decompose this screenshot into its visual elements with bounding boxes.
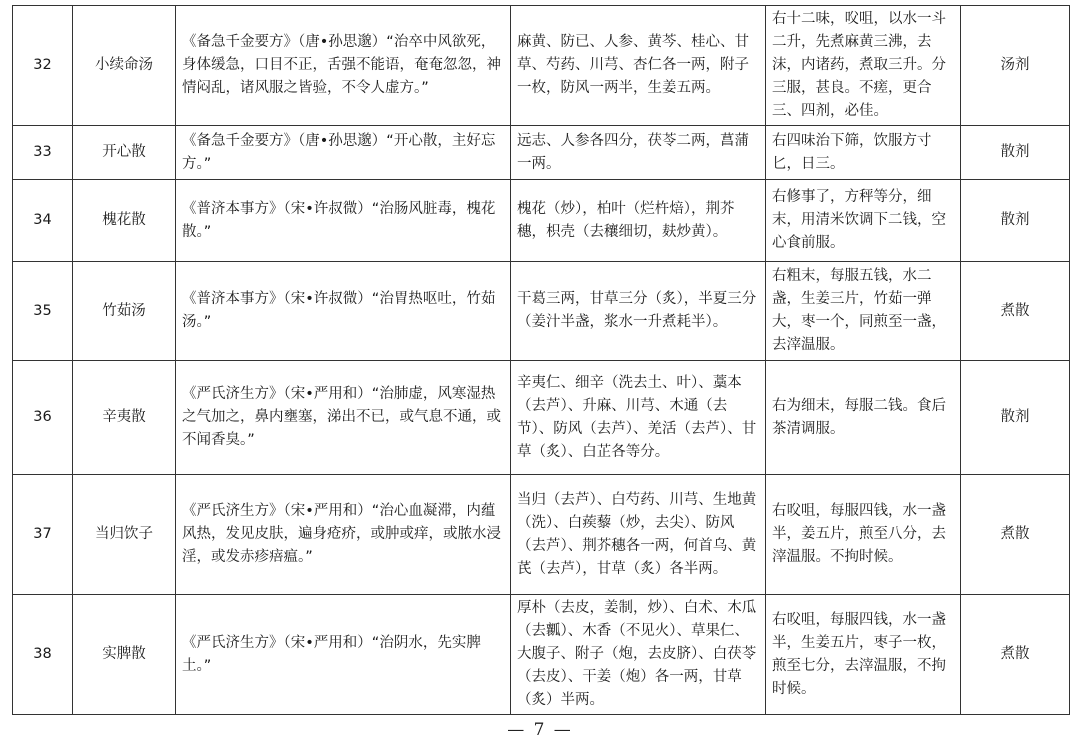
formula-ingredients: 远志、人参各四分，茯苓二两，菖蒲一两。 [511, 126, 766, 180]
formula-name: 小续命汤 [73, 6, 176, 126]
formula-dosage-form: 煮散 [961, 595, 1070, 715]
formula-dosage-form: 散剂 [961, 361, 1070, 475]
formula-name: 开心散 [73, 126, 176, 180]
formula-dosage-form: 煮散 [961, 475, 1070, 595]
formula-ingredients: 干葛三两，甘草三分（炙），半夏三分（姜汁半盏，浆水一升煮耗半）。 [511, 262, 766, 361]
formula-preparation: 右为细末，每服二钱。食后茶清调服。 [766, 361, 961, 475]
formula-preparation: 右粗末，每服五钱，水二盏，生姜三片，竹茹一弹大，枣一个，同煎至一盏，去滓温服。 [766, 262, 961, 361]
formula-source: 《普济本事方》（宋•许叔微）“治肠风脏毒，槐花散。” [176, 180, 511, 262]
formula-preparation: 右修事了，方秤等分，细末，用清米饮调下二钱，空心食前服。 [766, 180, 961, 262]
formula-dosage-form: 散剂 [961, 180, 1070, 262]
formula-name: 槐花散 [73, 180, 176, 262]
page-number: — 7 — [507, 720, 573, 740]
table-row [13, 126, 1070, 180]
formula-source: 《备急千金要方》（唐•孙思邈）“治卒中风欲死，身体缓急，口目不正，舌强不能语，奄奄忽忽，神情闷乱，诸风服之皆验，不令人虚方。” [176, 6, 511, 126]
formula-name: 当归饮子 [73, 475, 176, 595]
table-row [13, 361, 1070, 475]
formula-table [12, 5, 1070, 715]
table-row [13, 595, 1070, 715]
formula-ingredients: 当归（去芦）、白芍药、川芎、生地黄（洗）、白蒺藜（炒，去尖）、防风（去芦）、荆芥穗各一两，何首乌、黄芪（去芦），甘草（炙）各半两。 [511, 475, 766, 595]
formula-preparation: 右四味治下筛，饮服方寸匕，日三。 [766, 126, 961, 180]
formula-dosage-form: 煮散 [961, 262, 1070, 361]
formula-preparation: 右㕮咀，每服四钱，水一盏半，生姜五片，枣子一枚，煎至七分，去滓温服，不拘时候。 [766, 595, 961, 715]
row-number: 34 [13, 180, 73, 262]
formula-preparation: 右㕮咀，每服四钱，水一盏半，姜五片，煎至八分，去滓温服。不拘时候。 [766, 475, 961, 595]
row-number: 38 [13, 595, 73, 715]
table-row [13, 262, 1070, 361]
row-number: 37 [13, 475, 73, 595]
formula-source: 《严氏济生方》（宋•严用和）“治阴水，先实脾土。” [176, 595, 511, 715]
formula-dosage-form: 散剂 [961, 126, 1070, 180]
table-row [13, 6, 1070, 126]
table-row [13, 180, 1070, 262]
formula-name: 实脾散 [73, 595, 176, 715]
row-number: 35 [13, 262, 73, 361]
formula-dosage-form: 汤剂 [961, 6, 1070, 126]
formula-ingredients: 槐花（炒），柏叶（烂杵焙），荆芥穗，枳壳（去穰细切，麸炒黄）。 [511, 180, 766, 262]
formula-name: 辛夷散 [73, 361, 176, 475]
row-number: 32 [13, 6, 73, 126]
formula-source: 《严氏济生方》（宋•严用和）“治心血凝滞，内蕴风热，发见皮肤，遍身疮疥，或肿或痒，或脓水浸淫，或发赤疹㾦瘟。” [176, 475, 511, 595]
row-number: 33 [13, 126, 73, 180]
formula-preparation: 右十二味，㕮咀，以水一斗二升，先煮麻黄三沸，去沫，内诸药，煮取三升。分三服，甚良。不瘥，更合三、四剂，必佳。 [766, 6, 961, 126]
formula-ingredients: 麻黄、防已、人参、黄芩、桂心、甘草、芍药、川芎、杏仁各一两，附子一枚，防风一两半，生姜五两。 [511, 6, 766, 126]
table-row [13, 475, 1070, 595]
formula-ingredients: 辛夷仁、细辛（洗去土、叶）、藁本（去芦）、升麻、川芎、木通（去节）、防风（去芦）、羌活（去芦）、甘草（炙）、白芷各等分。 [511, 361, 766, 475]
formula-source: 《备急千金要方》（唐•孙思邈）“开心散，主好忘方。” [176, 126, 511, 180]
formula-source: 《严氏济生方》（宋•严用和）“治肺虚，风寒湿热之气加之，鼻内壅塞，涕出不已，或气息不通，或不闻香臭。” [176, 361, 511, 475]
formula-ingredients: 厚朴（去皮，姜制，炒）、白术、木瓜（去瓤）、木香（不见火）、草果仁、大腹子、附子（炮，去皮脐）、白茯苓（去皮）、干姜（炮）各一两，甘草（炙）半两。 [511, 595, 766, 715]
formula-source: 《普济本事方》（宋•许叔微）“治胃热呕吐，竹茹汤。” [176, 262, 511, 361]
formula-name: 竹茹汤 [73, 262, 176, 361]
row-number: 36 [13, 361, 73, 475]
